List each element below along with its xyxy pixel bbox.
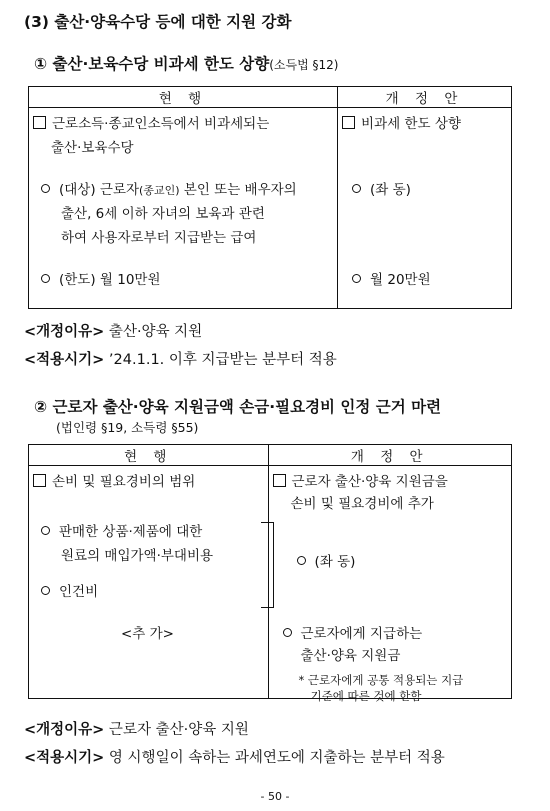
item2-revised-box-line2: 손비 및 필요경비에 추가	[290, 496, 434, 512]
item1-revised-box: 비과세 한도 상향	[342, 114, 461, 134]
circle-bullet-icon	[41, 184, 50, 193]
item1-revised-cell	[338, 108, 512, 309]
item1-law-ref: (소득법 §12)	[269, 58, 339, 72]
item1-apply: <적용시기> ’24.1.1. 이후 지급받는 분부터 적용	[24, 352, 337, 368]
circle-bullet-icon	[352, 274, 361, 283]
item1-revised-limit: 월 20만원	[352, 270, 431, 290]
item1-current-limit: (한도) 월 10만원	[41, 270, 161, 290]
circle-bullet-icon	[352, 184, 361, 193]
item2-apply: <적용시기> 영 시행일이 속하는 과세연도에 지출하는 분부터 적용	[24, 750, 445, 766]
checkbox-icon	[33, 116, 46, 129]
checkbox-icon	[342, 116, 355, 129]
item1-current-box-line1: 근로소득·종교인소득에서 비과세되는	[33, 114, 269, 134]
circle-bullet-icon	[41, 526, 50, 535]
item1-current-target-line1: (대상) 근로자(종교인) 본인 또는 배우자의	[41, 180, 297, 201]
item1-title-text: ① 출산·보육수당 비과세 한도 상향	[34, 55, 270, 73]
item2-reason: <개정이유> 근로자 출산·양육 지원	[24, 722, 249, 738]
item1-header-revised: 개 정 안	[338, 87, 512, 108]
checkbox-icon	[33, 474, 46, 487]
item2-current-cell	[29, 466, 269, 699]
item2-current-box: 손비 및 필요경비의 범위	[33, 472, 195, 492]
item2-revised-box-line1: 근로자 출산·양육 지원금을	[273, 472, 448, 492]
page-number: - 50 -	[260, 790, 290, 803]
item2-revised-new-line2: 출산·양육 지원금	[300, 648, 401, 664]
item2-current-b: 인건비	[41, 582, 98, 602]
section-title: (3) 출산·양육수당 등에 대한 지원 강화	[24, 13, 292, 31]
checkbox-icon	[273, 474, 286, 487]
item2-title: ② 근로자 출산·양육 지원금액 손금·필요경비 인정 근거 마련	[34, 398, 442, 416]
circle-bullet-icon	[41, 274, 50, 283]
item1-revised-same: (좌 동)	[352, 180, 411, 200]
item2-header-current: 현 행	[29, 445, 269, 466]
circle-bullet-icon	[297, 556, 306, 565]
item1-title	[34, 52, 338, 74]
item2-comparison-table	[28, 444, 512, 703]
item1-current-target-line2: 출산, 6세 이하 자녀의 보육과 관련	[61, 206, 265, 222]
item1-comparison-table	[28, 86, 512, 309]
item1-reason: <개정이유> 출산·양육 지원	[24, 324, 203, 340]
item2-header-revised: 개 정 안	[268, 445, 512, 466]
item2-revised-same: (좌 동)	[297, 552, 356, 572]
circle-bullet-icon	[41, 586, 50, 595]
item1-header-current: 현 행	[29, 87, 338, 108]
item2-current-a-line2: 원료의 매입가액·부대비용	[61, 548, 214, 564]
item2-revised-cell	[268, 466, 512, 703]
item2-revised-note-line2: 기준에 따른 것에 한함	[310, 689, 422, 703]
circle-bullet-icon	[283, 628, 292, 637]
item2-revised-new-line1: 근로자에게 지급하는	[283, 624, 423, 644]
item1-current-box-line2: 출산·보육수당	[51, 140, 134, 156]
item1-current-target-line3: 하여 사용자로부터 지급받는 급여	[61, 230, 257, 246]
item2-current-add: <추 가>	[121, 626, 174, 642]
item2-revised-note-line1: * 근로자에게 공통 적용되는 지급	[298, 673, 464, 687]
item2-current-a-line1: 판매한 상품·제품에 대한	[41, 522, 202, 542]
item1-current-cell	[29, 108, 338, 309]
item2-law-ref: (법인령 §19, 소득령 §55)	[56, 420, 199, 435]
